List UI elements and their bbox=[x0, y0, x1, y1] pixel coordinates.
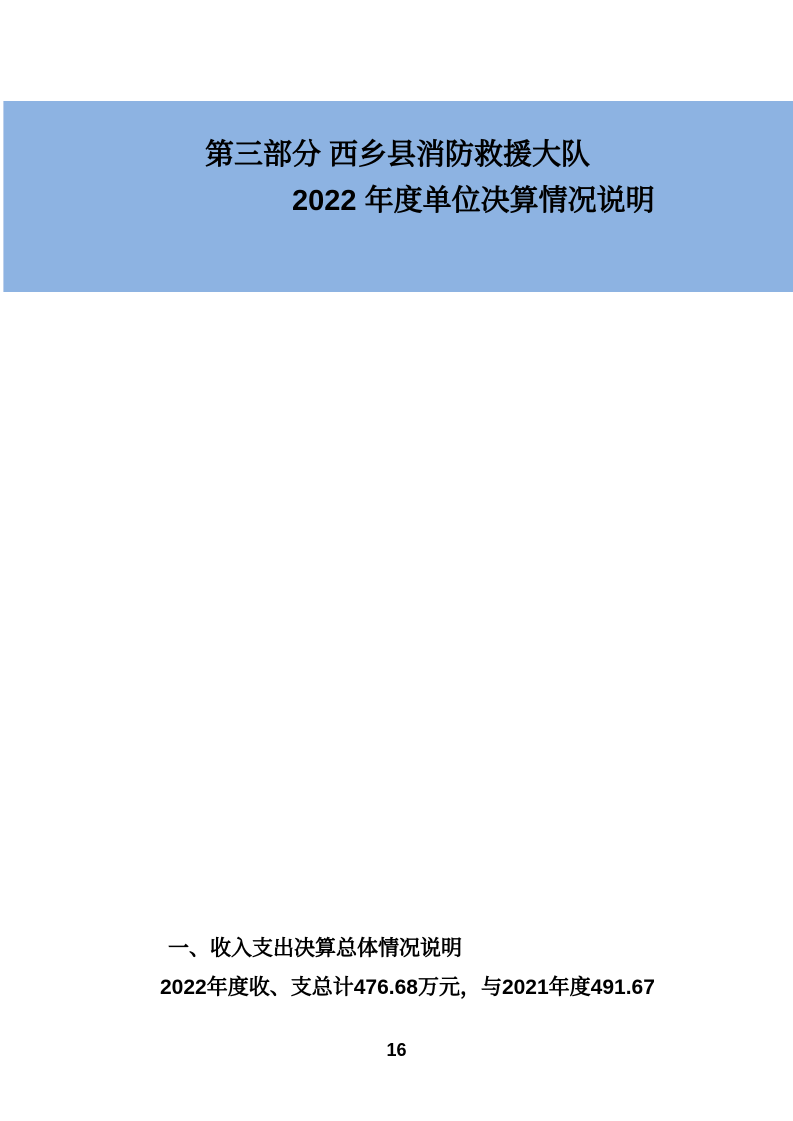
document-title-line-1: 第三部分 西乡县消防救援大队 bbox=[205, 139, 591, 171]
page-number: 16 bbox=[386, 1040, 407, 1060]
document-title-line-2: 2022 年度单位决算情况说明 bbox=[292, 185, 655, 217]
body-text-line: 2022年度收、支总计476.68万元，与2021年度491.67 bbox=[160, 976, 655, 999]
section-heading: 一、收入支出决算总体情况说明 bbox=[168, 937, 462, 960]
